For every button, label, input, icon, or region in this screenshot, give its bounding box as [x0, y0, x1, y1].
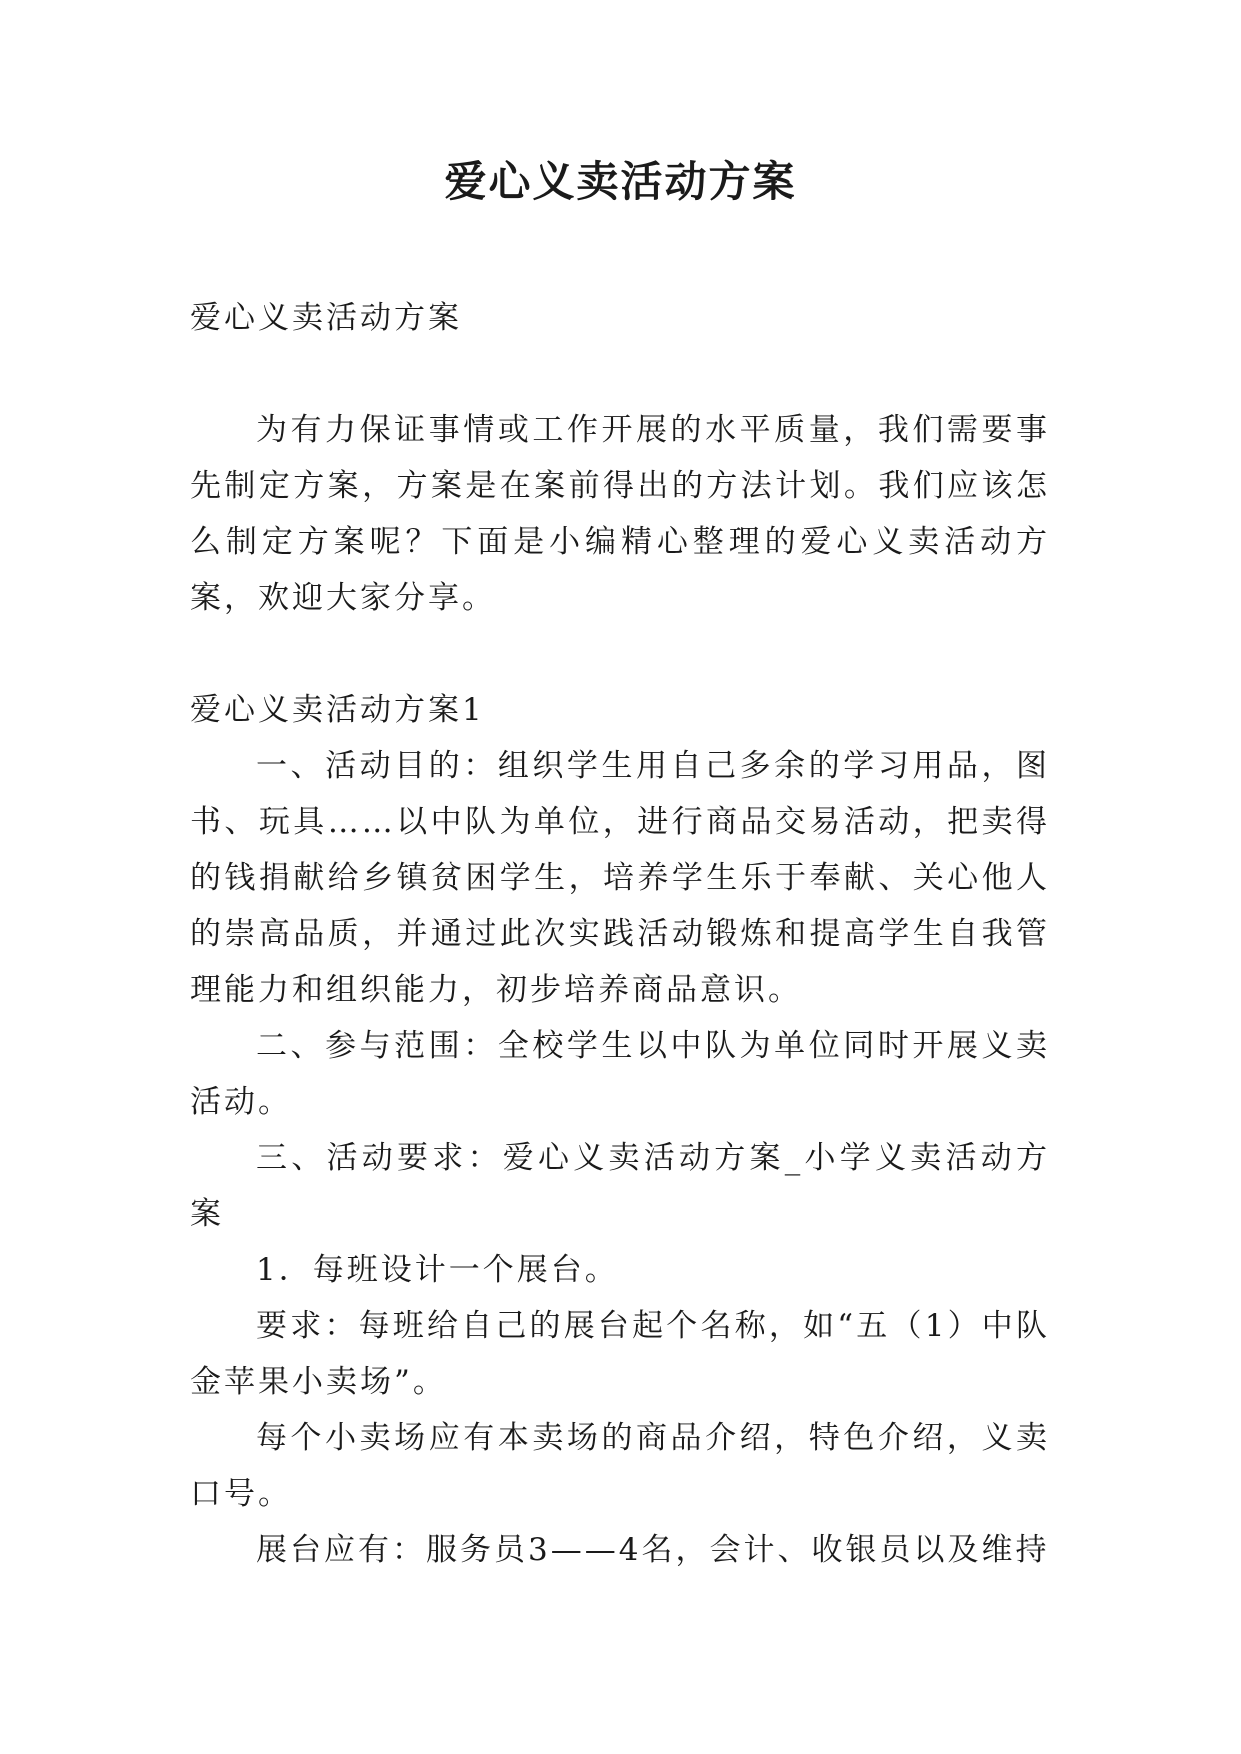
- paragraph-booth-staff: 展台应有：服务员3——4名，会计、收银员以及维持: [256, 1532, 1050, 1568]
- paragraph-scope: 二、参与范围：全校学生以中队为单位同时开展义卖活动。: [190, 1028, 1050, 1120]
- paragraph-requirements: 三、活动要求：爱心义卖活动方案_小学义卖活动方案: [190, 1140, 1050, 1232]
- paragraph-booth-intro: 每个小卖场应有本卖场的商品介绍，特色介绍，义卖口号。: [190, 1420, 1050, 1512]
- document-title: 爱心义卖活动方案: [444, 157, 797, 206]
- paragraph-item-1: 1．每班设计一个展台。: [256, 1252, 619, 1288]
- paragraph-purpose: 一、活动目的：组织学生用自己多余的学习用品，图书、玩具……以中队为单位，进行商品交易活动，把卖得的钱捐献给乡镇贫困学生，培养学生乐于奉献、关心他人的崇高品质，并通过此次实践活动锻炼和提高学生自我管理能力和组织能力，初步培养商品意识。: [190, 748, 1050, 1008]
- intro-paragraph: 为有力保证事情或工作开展的水平质量，我们需要事先制定方案，方案是在案前得出的方法计划。我们应该怎么制定方案呢？下面是小编精心整理的爱心义卖活动方案，欢迎大家分享。: [190, 412, 1050, 616]
- paragraph-booth-name: 要求：每班给自己的展台起个名称，如“五（1）中队金苹果小卖场”。: [190, 1308, 1050, 1400]
- document-subtitle: 爱心义卖活动方案: [190, 300, 462, 336]
- document-body: [190, 290, 1050, 1578]
- section-heading: 爱心义卖活动方案1: [190, 692, 485, 728]
